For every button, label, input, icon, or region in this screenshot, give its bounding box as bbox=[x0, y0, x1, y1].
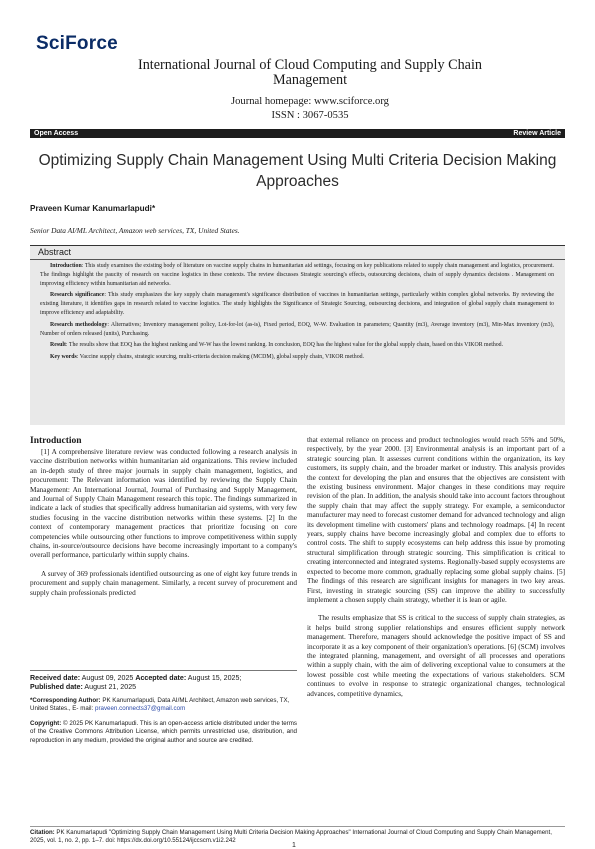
abstract-methodology-label: Research methodology bbox=[50, 321, 108, 328]
body-column-left bbox=[30, 448, 297, 598]
abstract-significance bbox=[40, 291, 554, 317]
body-column-right bbox=[307, 436, 565, 699]
corresponding-author bbox=[30, 697, 297, 714]
published-label: Published date: bbox=[30, 683, 83, 691]
published-date: August 21, 2025 bbox=[84, 683, 137, 691]
footnote-divider bbox=[30, 670, 297, 671]
abstract-box bbox=[30, 245, 565, 425]
article-type-label: Review Article bbox=[513, 129, 561, 137]
author-email-link[interactable]: praveen.connects37@gmail.com bbox=[95, 705, 186, 713]
body-paragraph: The results emphasize that SS is critical to the success of supply chain strategies, as it helps build strong supplier relationships and ensures efficient supply network management. Therefore, managers should acknowledge the positive impact of SS and incorporate it as a key component of their organization's operations. [6] (SCM) involves the integrated planning, management, and oversight of all processes and operations within a supply chain, with the aim of delivering exceptional value to consumers at the lowest possible cost while meeting the expectations of various stakeholders. SCM continues to evolve in response to strategic organizational changes, technological advances, competitive dynamics, bbox=[307, 614, 565, 698]
journal-issn: ISSN : 3067-0535 bbox=[271, 110, 349, 121]
author-name: Praveen Kumar Kanumarlapudi* bbox=[30, 204, 156, 213]
article-title: Optimizing Supply Chain Management Using Multi Criteria Decision Making Approaches bbox=[38, 152, 557, 190]
journal-homepage: Journal homepage: www.sciforce.org bbox=[231, 96, 389, 107]
section-heading-introduction: Introduction bbox=[30, 436, 82, 446]
abstract-intro-label: Introduction bbox=[50, 263, 82, 269]
abstract-result-label: Result bbox=[50, 342, 66, 349]
abstract-result-text: : The results show that EOQ has the highest ranking and W-W has the lowest ranking. In conclusion, EOQ has the highest value for the global supply chain, based on this VIKOR method. bbox=[65, 342, 504, 349]
corresponding-text: PK Kanumarlapudi, Data AI/ML Architect, Amazon web services, TX, United States., E- mail: bbox=[30, 697, 290, 713]
body-paragraph: [1] A comprehensive literature review was conducted following a research analysis in vaccine distribution networks within humanitarian aid organizations. This review included an in-depth study of three major journals in supply chain management, logistics, and procurement: The Relevant information was identified by reviewing the Supply Chain Management: An International Journal, Journal of Purchasing and Supply Management, and Journal of Supply Chain Management research this topic. The findings summarized in indicate a lack of studies that specifically address humanitarian aid systems, with very few studies focusing in the vaccine distribution networks within these systems. [2] In the context of contemporary management practices that prioritize focusing on core competencies while outsourcing other functions to improve competitiveness within supply chains, in-source/outsource decisions have become increasingly important to a company's overall performance, particularly within supply chains. bbox=[30, 448, 297, 560]
abstract-result bbox=[40, 341, 554, 350]
open-access-label: Open Access bbox=[34, 129, 79, 137]
received-date: August 09, 2025 bbox=[81, 674, 134, 682]
abstract-methodology bbox=[40, 321, 554, 339]
accepted-label: Accepted date: bbox=[135, 674, 187, 682]
abstract-keywords-label: Key words bbox=[50, 354, 77, 361]
copyright-text: © 2025 PK Kanumarlapudi. This is an open-access article distributed under the terms of the Creative Commons Attribution License, which permits unrestricted use, distribution, and reproduction in any medium, provided the original author and source are credited. bbox=[30, 720, 297, 744]
abstract-intro-text: : This study examines the existing body of literature on vaccine supply chains in humanitarian aid settings, focusing on key publications related to supply chain management and logistics, procurement. The findings highlight the paucity of research on vaccine logistics in these contexts. The review discusses Strategic sourcing's effects, outsourcing decisions, chain of supply dynamics decisions . Management on improving efficiency within humanitarian aid networks. bbox=[40, 263, 554, 287]
copyright-notice bbox=[30, 720, 297, 745]
access-banner bbox=[30, 129, 565, 138]
page-number: 1 bbox=[292, 842, 296, 849]
copyright-label: Copyright: bbox=[30, 720, 62, 727]
accepted-date: August 15, 2025; bbox=[187, 674, 242, 682]
body-paragraph: A survey of 369 professionals identified outsourcing as one of eight key future trends in procurement and supply chain management. Similarly, a recent survey of procurement and supply chain professionals predicted bbox=[30, 569, 297, 597]
abstract-keywords-text: : Vaccine supply chains, strategic sourcing, multi-criteria decision making (MCDM), global supply chain, VIKOR method. bbox=[76, 354, 365, 361]
citation-label: Citation: bbox=[30, 829, 55, 836]
corresponding-label: *Corresponding Author: bbox=[30, 697, 101, 704]
publisher-logo: SciForce bbox=[36, 33, 118, 54]
received-label: Received date: bbox=[30, 674, 81, 682]
author-affiliation: Senior Data AI/ML Architect, Amazon web services, TX, United States. bbox=[30, 226, 240, 235]
citation bbox=[30, 829, 565, 845]
body-paragraph: that external reliance on process and product technologies would reach 55% and 50%, respectively, by the year 2000. [3] Environmental analysis is an important part of a strategic sourcing plan. It assesses current conditions within the organization, its key customers, its supply chain, and the broader market or industry. This analysis provides the context for developing the plan and ensures that the objectives are consistent with the existing business environment. Major changes in these conditions may require revision of the plan. In addition, the analysis should take into account factors throughout the supply chain that may affect the supply strategy. For example, a semiconductor manufacturer may need to forecast customer demand for advanced technology and align its development timeline with customers' plans and technology roadmaps. [4] In recent years, supply chains have become increasingly global and complex due to efforts to control costs. The shift to supply ecosystems can help address this issue by promoting structural simplification through strategic sourcing. This simplification is critical to creating interconnected and integrated systems. Regionally-based supply ecosystems are expected to become more common, gradually replacing some global supply chains. [5] The findings of this research are significant insights for managers in two key areas. First, investing in strategic sourcing (SS) can improve the ability to successfully implement a chosen supply chain strategy, whether it is lean or agile. bbox=[307, 436, 565, 604]
abstract-methodology-text: : Alternatives; Inventory management policy, Lot-for-lot (as-is), Fixed period, EOQ, W-W. Evaluation in parameters; Quantity (m3), Average inventory (m3), Min-Max inventory (m3), Number of orders released (units), Purchasing. bbox=[40, 321, 554, 337]
abstract-significance-text: : This study emphasizes the key supply chain management's significance distribution of vaccines in humanitarian settings, particularly within complex global networks. By reviewing the existing literature, it identifies gaps in research related to vaccine logistics. The study highlights the Significance of Strategic Sourcing, outsourcing decisions, and integration of global supply chain management to improve efficiency and adaptability. bbox=[40, 292, 554, 316]
abstract-body bbox=[40, 262, 554, 365]
abstract-introduction bbox=[40, 262, 554, 288]
article-dates bbox=[30, 674, 297, 692]
abstract-significance-label: Research significance bbox=[50, 292, 105, 299]
citation-text: PK Kanumarlapudi "Optimizing Supply Chain Management Using Multi Criteria Decision Making Approaches" International Journal of Cloud Computing and Supply Chain Management, 2025, vol. 1, no. 2, pp. 1–7. doi: https://dx.doi.org/10.55124/ijccscm.v1i2.242 bbox=[30, 829, 552, 844]
abstract-header bbox=[30, 245, 565, 260]
abstract-keywords bbox=[40, 353, 554, 362]
journal-title: International Journal of Cloud Computing and Supply Chain Management bbox=[137, 57, 482, 88]
citation-divider bbox=[30, 826, 565, 827]
abstract-heading: Abstract bbox=[38, 247, 72, 257]
